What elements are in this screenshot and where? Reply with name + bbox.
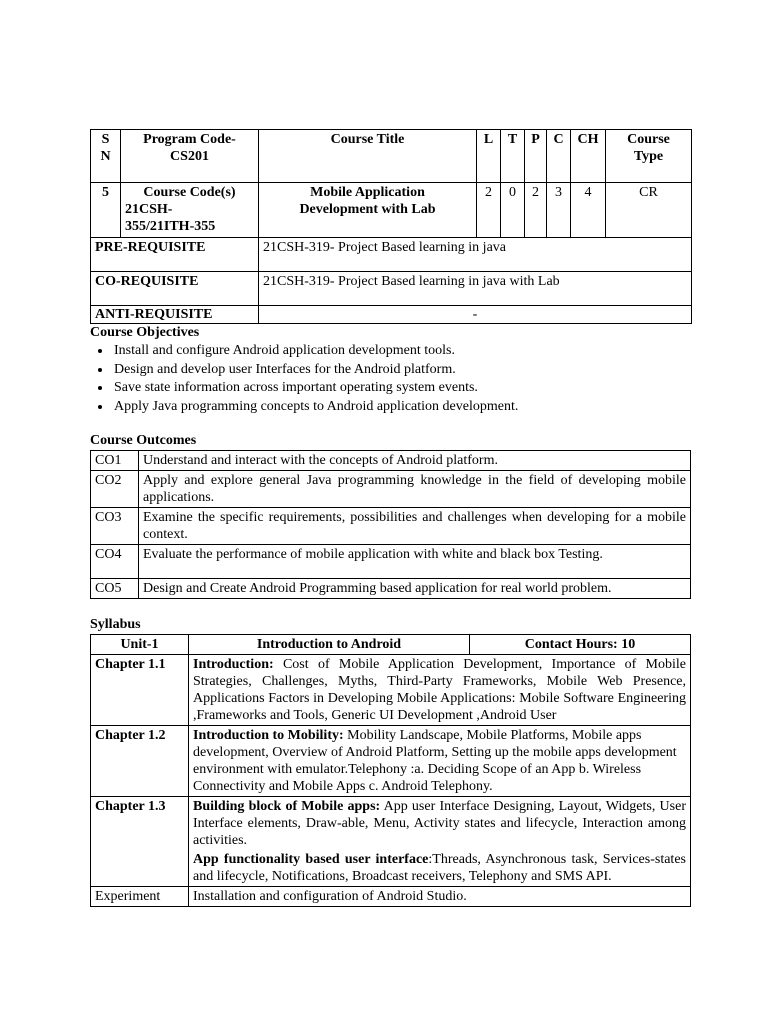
chapter-content: Introduction to Mobility: Mobility Landscape, Mobile Platforms, Mobile apps development, Overview of Android Platform, Setting up the mobile apps development environment with emulator.Telephony :a. Deciding Scope of an App b. Wireless Connectivity and Mobile Apps c. Android Telephony.: [189, 726, 691, 797]
table-row: [91, 508, 691, 545]
objectives-list: [90, 342, 691, 416]
chapter-content: Introduction: Cost of Mobile Application Development, Importance of Mobile Strategies, Challenges, Myths, Third-Party Frameworks, Mobile Web Presence, Applications Factors in Developing Mobile Applications: Mobile Software Engineering ,Frameworks and Tools, Generic UI Development ,Android User: [189, 655, 691, 726]
course-type-header: Course Type: [606, 130, 692, 183]
outcome-text: Examine the specific requirements, possibilities and challenges when developing for a mobile context.: [139, 508, 691, 545]
unit-title: Introduction to Android: [189, 635, 470, 655]
c-header: C: [547, 130, 571, 183]
outcome-code: CO3: [91, 508, 139, 545]
chapter-label: Chapter 1.3: [91, 797, 189, 887]
outcomes-heading: Course Outcomes: [90, 433, 197, 448]
outcomes-table: [90, 450, 691, 599]
contact-hours: Contact Hours: 10: [470, 635, 691, 655]
table-row: [91, 545, 691, 579]
course-title-header: Course Title: [259, 130, 477, 183]
outcome-code: CO5: [91, 579, 139, 599]
sn-header: S N: [91, 130, 121, 183]
corequisite-value: 21CSH-319- Project Based learning in java with Lab: [259, 272, 692, 306]
table-row: [91, 451, 691, 471]
antirequisite-value: -: [259, 306, 692, 324]
ch-value: 4: [571, 183, 606, 238]
list-item: • Design and develop user Interfaces for the Android platform.: [112, 361, 691, 380]
outcome-code: CO4: [91, 545, 139, 579]
table-row: [91, 579, 691, 599]
experiment-label: Experiment: [91, 887, 189, 907]
program-code-header: Program Code- CS201: [121, 130, 259, 183]
table-row: [91, 471, 691, 508]
ch-header: CH: [571, 130, 606, 183]
chapter-content: Building block of Mobile apps: App user Interface Designing, Layout, Widgets, User Interface elements, Draw-able, Menu, Activity states and lifecycle, Interaction among activities. App functionality based user interface:Threads, Asynchronous task, Services-states and lifecycle, Notifications, Broadcast receivers, Telephony and SMS API.: [189, 797, 691, 887]
sn-value: 5: [91, 183, 121, 238]
table-row: [91, 887, 691, 907]
course-header-table: [90, 129, 692, 324]
list-item: • Apply Java programming concepts to Android application development.: [112, 398, 691, 417]
course-codes: Course Code(s) 21CSH- 355/21ITH-355: [121, 183, 259, 238]
l-value: 2: [477, 183, 501, 238]
course-title-value: Mobile Application Development with Lab: [259, 183, 477, 238]
course-type-value: CR: [606, 183, 692, 238]
unit-label: Unit-1: [91, 635, 189, 655]
table-row: [91, 797, 691, 887]
table-row: [91, 635, 691, 655]
t-header: T: [501, 130, 525, 183]
chapter-label: Chapter 1.2: [91, 726, 189, 797]
p-header: P: [525, 130, 547, 183]
corequisite-label: CO-REQUISITE: [91, 272, 259, 306]
outcome-code: CO2: [91, 471, 139, 508]
prerequisite-label: PRE-REQUISITE: [91, 238, 259, 272]
c-value: 3: [547, 183, 571, 238]
chapter-label: Chapter 1.1: [91, 655, 189, 726]
antirequisite-label: ANTI-REQUISITE: [91, 306, 259, 324]
outcome-text: Apply and explore general Java programming knowledge in the field of developing mobile applications.: [139, 471, 691, 508]
table-row: [91, 726, 691, 797]
list-item: • Install and configure Android application development tools.: [112, 342, 691, 361]
prerequisite-value: 21CSH-319- Project Based learning in java: [259, 238, 692, 272]
syllabus-heading: Syllabus: [90, 617, 141, 632]
experiment-text: Installation and configuration of Android Studio.: [189, 887, 691, 907]
page: [90, 129, 691, 907]
table-row: [91, 655, 691, 726]
p-value: 2: [525, 183, 547, 238]
t-value: 0: [501, 183, 525, 238]
syllabus-table: [90, 634, 691, 907]
outcome-text: Understand and interact with the concepts of Android platform.: [139, 451, 691, 471]
outcome-text: Design and Create Android Programming based application for real world problem.: [139, 579, 691, 599]
outcome-code: CO1: [91, 451, 139, 471]
l-header: L: [477, 130, 501, 183]
objectives-heading: Course Objectives: [90, 325, 200, 340]
outcome-text: Evaluate the performance of mobile application with white and black box Testing.: [139, 545, 691, 579]
list-item: • Save state information across important operating system events.: [112, 379, 691, 398]
